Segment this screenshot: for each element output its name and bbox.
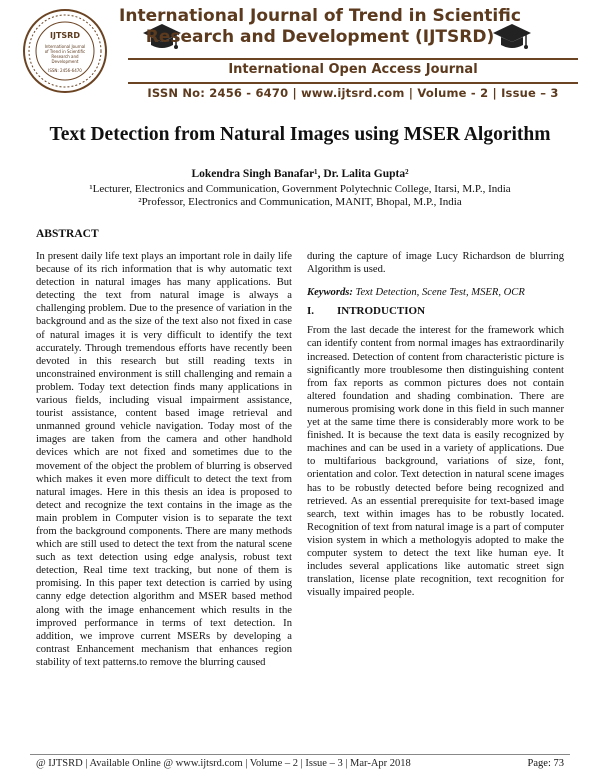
journal-header xyxy=(0,0,600,110)
section-number: I. xyxy=(307,305,315,318)
svg-text:Development: Development xyxy=(51,59,79,64)
abstract-body: In present daily life text plays an important role in daily life because of its rich information that is why automatic text detection in natural images has many applications. But detecting the text from natural image is always a challenging problem. Due to the presence of variation in the background and as the size of the text also not fixed in case of natural images it is very difficult to identify the text accurately. Through tremendous efforts have recently been devoted in this research but still reading texts in unconstrained environment is still challenging and remain a problem. Today text detection finds many applications in various fields, including visual impairment assistance, tourist assistance, content based image retrieval and unmanned ground vehicle navigation. Today most of the images are taken from the camera and other handhold devices which are not fixed and sometimes due to the movement of the object the problem of blurring is observed which makes it even more difficult to detect the text from natural images. Here in this thesis an idea is proposed to detect and recognize the text contains in the image as the main problem in Computer vision is to separate the text from the background components. There are many methods which are still used to detect the text from the natural scene such as text detection using edge analysis, robust text detection, Real time text tracking, but none of them is promising. In this paper text detection is carried by using canny edge detection algorithm and MSER based method along with the image enhancement which results in the improved performance in terms of text detection. In addition, we improve current MSERs by developing a contrast Enhancement mechanism that enhances region stability of text patterns.to remove the blurring caused xyxy=(36,251,292,668)
abstract-continuation: during the capture of image Lucy Richardson de blurring Algorithm is used. xyxy=(307,251,564,276)
svg-text:International Journal: International Journal xyxy=(44,44,86,49)
author-affiliation: ¹Lecturer, Electronics and Communication, Government Polytechnic College, Itarsi, M.P., India xyxy=(89,183,511,195)
keywords xyxy=(307,286,564,299)
header-divider xyxy=(128,82,578,84)
journal-title xyxy=(0,6,600,48)
abstract-heading: ABSTRACT xyxy=(36,228,99,240)
keywords-text: Text Detection, Scene Test, MSER, OCR xyxy=(352,287,525,299)
svg-text:Research and: Research and xyxy=(51,54,79,59)
section-title: INTRODUCTION xyxy=(337,305,426,318)
svg-text:ISSN: 2456-6470: ISSN: 2456-6470 xyxy=(48,68,82,73)
right-column xyxy=(307,250,564,599)
page-footer: @ IJTSRD | Available Online @ www.ijtsrd.com | Volume – 2 | Issue – 3 | Mar-Apr 2018 xyxy=(36,758,411,769)
page-number: Page: 73 xyxy=(527,758,564,769)
introduction-body: From the last decade the interest for the framework which can identify content from normal images has extraordinarily increased. Detection of content from characteristic picture is significantly more troublesome then distinguishing content from fax reports as common pictures does not contain altered foundation and shading combination. There are numerous promising work done in this field in such manner yet at the same time there is considerably more work to be finished. It is because the text data is easily recognized by machines and can be used in a variety of applications. Due to multifarious background, variations of size, font, orientation and color. Text detection in natural scene images has to be robustly detected before being recognized and retrieved. As an essential prerequisite for text-based image search, text within images has to be robustly located. Recognition of text from natural image is a part of computer vision system in which a methologyis adopted to make the computer system to detect the text like human eye. It includes several applications like automatic street sign translation, license plate recognition, text recognition for visually impaired people. xyxy=(307,325,564,599)
issn-line: ISSN No: 2456 - 6470 | www.ijtsrd.com | Volume - 2 | Issue – 3 xyxy=(147,86,559,100)
header-divider xyxy=(128,58,578,60)
paper-authors: Lokendra Singh Banafar¹, Dr. Lalita Gupta² xyxy=(191,168,409,180)
open-access-label: International Open Access Journal xyxy=(228,62,478,77)
journal-title-line1: International Journal of Trend in Scientific xyxy=(119,6,521,26)
journal-title-line2: Research and Development (IJTSRD) xyxy=(145,27,495,47)
left-column xyxy=(36,250,292,669)
svg-text:IJTSRD: IJTSRD xyxy=(50,31,80,40)
author-affiliation: ²Professor, Electronics and Communication, MANIT, Bhopal, M.P., India xyxy=(138,196,462,208)
svg-text:of Trend in Scientific: of Trend in Scientific xyxy=(44,49,86,54)
keywords-label: Keywords: xyxy=(307,287,353,299)
section-heading-introduction xyxy=(307,305,564,318)
paper-title: Text Detection from Natural Images using MSER Algorithm xyxy=(49,124,551,145)
footer-divider xyxy=(30,754,570,755)
